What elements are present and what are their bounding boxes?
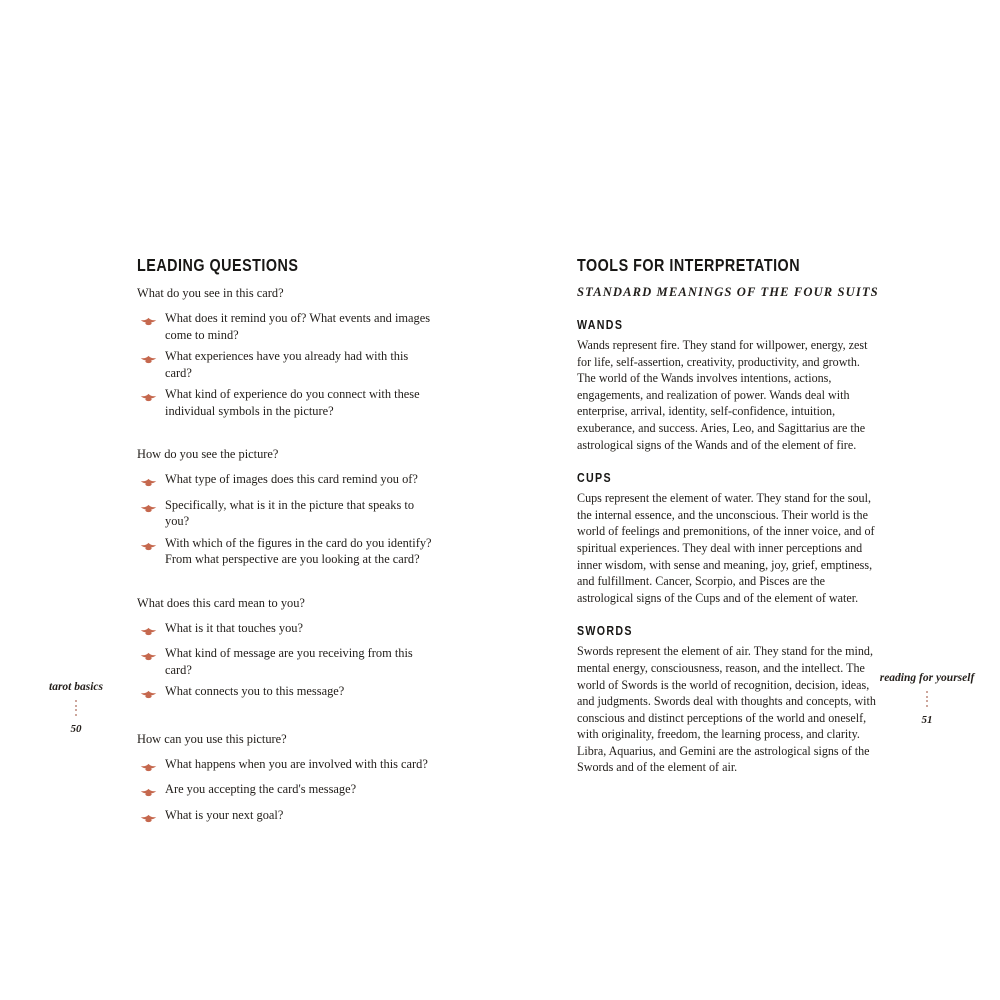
suit-section bbox=[577, 470, 877, 606]
question-item bbox=[137, 683, 453, 704]
suit-heading: WANDS bbox=[577, 317, 624, 332]
question-item-text: What does it remind you of? What events and images come to mind? bbox=[165, 311, 431, 342]
question-item bbox=[137, 807, 453, 828]
question-item-text: With which of the figures in the card do you identify? From what perspective are you looking at the card? bbox=[165, 535, 432, 566]
question-item-text: What kind of message are you receiving from this card? bbox=[165, 646, 413, 677]
question-group-heading: What does this card mean to you? bbox=[137, 595, 305, 610]
question-item-text: Specifically, what is it in the picture that speaks to you? bbox=[165, 497, 415, 528]
left-page bbox=[137, 255, 453, 832]
question-group-heading: How do you see the picture? bbox=[137, 447, 279, 461]
winged-eye-ornament-icon bbox=[140, 781, 158, 802]
question-item-text: What kind of experience do you connect with these individual symbols in the picture? bbox=[165, 387, 420, 418]
right-page-title: TOOLS FOR INTERPRETATION bbox=[577, 255, 801, 275]
right-margin-note bbox=[879, 672, 975, 727]
winged-eye-ornament-icon bbox=[140, 348, 158, 369]
question-group bbox=[137, 285, 453, 419]
right-page-number: 51 bbox=[921, 713, 933, 726]
suit-heading: CUPS bbox=[577, 470, 612, 486]
question-item bbox=[137, 620, 453, 641]
question-groups bbox=[137, 285, 453, 827]
right-page bbox=[577, 255, 877, 776]
question-group bbox=[137, 446, 453, 568]
question-item bbox=[137, 756, 453, 777]
winged-eye-ornament-icon bbox=[140, 807, 158, 828]
question-item-text: What type of images does this card remind you of? bbox=[165, 472, 418, 486]
question-group bbox=[137, 595, 453, 704]
winged-eye-ornament-icon bbox=[140, 535, 158, 556]
question-item-text: What happens when you are involved with this card? bbox=[165, 756, 428, 771]
suit-section bbox=[577, 317, 877, 453]
question-item-text: What is it that touches you? bbox=[165, 620, 303, 635]
suit-section bbox=[577, 623, 877, 776]
question-item-text: What is your next goal? bbox=[165, 807, 284, 822]
left-page-number: 50 bbox=[70, 722, 82, 735]
question-item bbox=[137, 471, 453, 492]
winged-eye-ornament-icon bbox=[140, 386, 158, 407]
question-group-heading: How can you use this picture? bbox=[137, 731, 287, 746]
question-item bbox=[137, 348, 453, 381]
winged-eye-ornament-icon bbox=[140, 471, 158, 492]
suit-body-paragraph: Cups represent the element of water. They stand for the soul, the internal essence, and the unconscious. Their world is the world of feelings and premonitions, of the inner voice, and of spiritual experiences. They deal with inner perceptions and inner wisdom, with sense and meaning, joy, grief, emptiness, and fulfillment. Cancer, Scorpio, and Pisces are the astrological signs of the Cups and of the element of water. bbox=[577, 491, 875, 605]
question-item bbox=[137, 310, 453, 343]
winged-eye-ornament-icon bbox=[140, 683, 158, 704]
suit-body-paragraph: Wands represent fire. They stand for willpower, energy, zest for life, self-assertion, creativity, productivity, and growth. The world of the Wands involves intentions, actions, engagements, and realization of power. Wands deal with enterprise, arrival, identity, self-confidence, intuition, exuberance, and success. Aries, Leo, and Sagittarius are the astrological signs of the Wands and of the element of fire. bbox=[577, 338, 868, 452]
left-margin-note bbox=[28, 681, 124, 736]
winged-eye-ornament-icon bbox=[140, 620, 158, 641]
winged-eye-ornament-icon bbox=[140, 497, 158, 518]
question-item bbox=[137, 535, 453, 568]
question-group-heading: What do you see in this card? bbox=[137, 286, 284, 300]
question-item-text: Are you accepting the card's message? bbox=[165, 782, 357, 796]
left-running-head: tarot basics bbox=[49, 681, 103, 693]
winged-eye-ornament-icon bbox=[140, 645, 158, 666]
suit-sections bbox=[577, 317, 877, 776]
question-item-text: What connects you to this message? bbox=[165, 684, 345, 698]
question-item bbox=[137, 645, 453, 678]
vertical-dotted-divider-icon bbox=[28, 700, 124, 716]
question-item bbox=[137, 781, 453, 802]
question-item bbox=[137, 497, 453, 530]
question-group bbox=[137, 731, 453, 828]
question-item-text: What experiences have you already had with this card? bbox=[165, 349, 409, 380]
winged-eye-ornament-icon bbox=[140, 756, 158, 777]
vertical-dotted-divider-icon bbox=[879, 691, 975, 707]
suit-heading: SWORDS bbox=[577, 623, 633, 639]
question-item bbox=[137, 386, 453, 419]
suit-body-paragraph: Swords represent the element of air. They stand for the mind, mental energy, consciousness, reason, and the intellect. The world of Swords is the world of recognition, decision, ideas, and judgments. Swords deal with thoughts and concepts, with conscious and distinct perceptions of the world and oneself, with originality, freedom, the learning process, and clarity. Libra, Aquarius, and Gemini are the astrological signs of the Swords and of the element of air. bbox=[577, 644, 876, 775]
winged-eye-ornament-icon bbox=[140, 310, 158, 331]
right-running-head: reading for yourself bbox=[879, 672, 975, 684]
left-page-title: LEADING QUESTIONS bbox=[137, 255, 299, 275]
right-page-subtitle: STANDARD MEANINGS OF THE FOUR SUITS bbox=[577, 285, 879, 299]
